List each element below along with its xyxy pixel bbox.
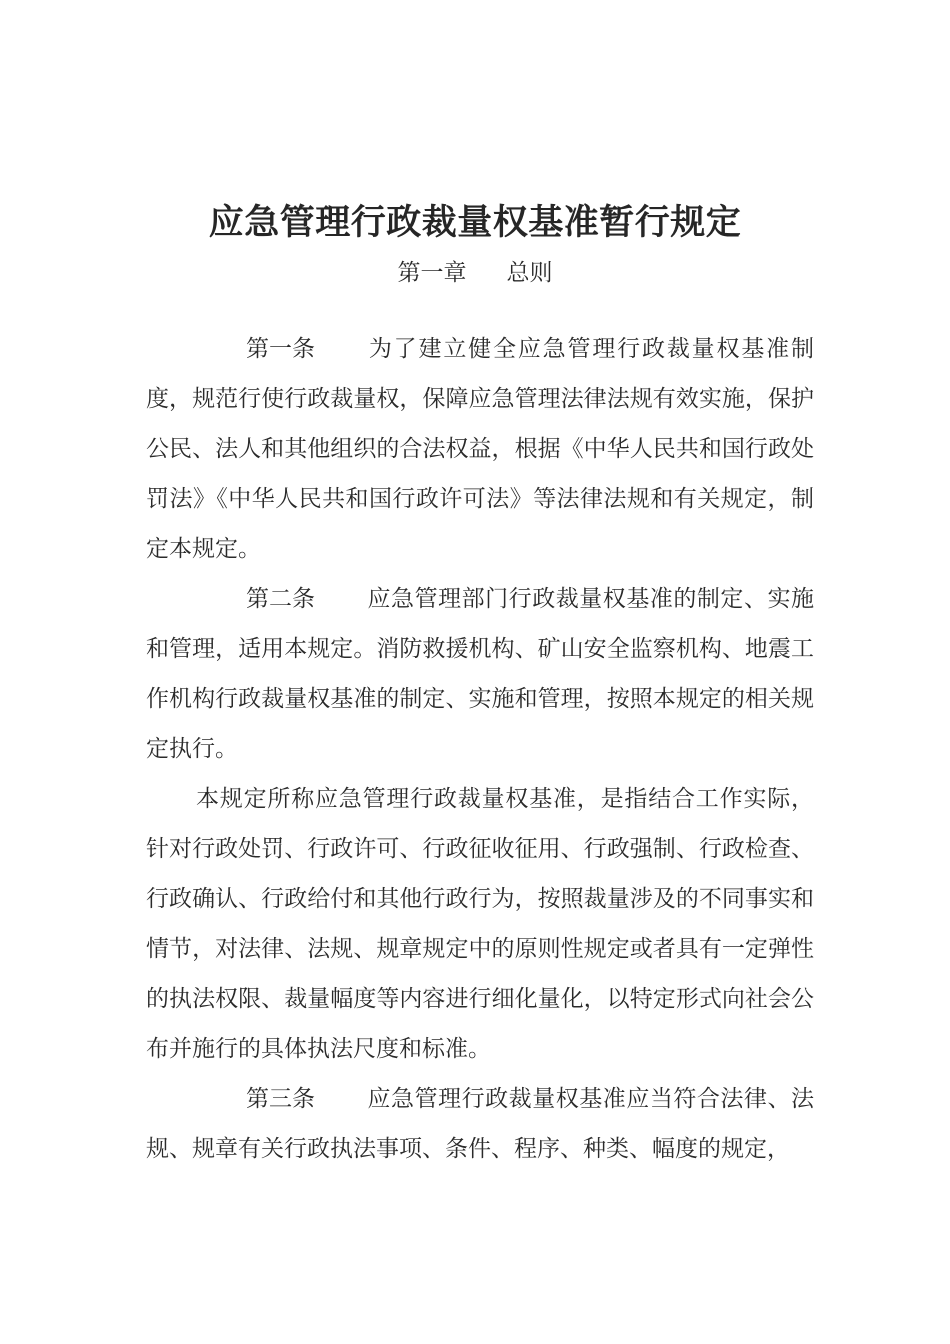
article-2-second-paragraph bbox=[146, 774, 814, 1074]
document-title: 应急管理行政裁量权基准暂行规定 bbox=[208, 203, 742, 244]
article-3-text: 应急管理行政裁量权基准应当符合法律、法规、规章有关行政执法事项、条件、程序、种类、幅度的规定， bbox=[146, 1086, 814, 1162]
article-2-text: 应急管理部门行政裁量权基准的制定、实施和管理，适用本规定。消防救援机构、矿山安全监察机构、地震工作机构行政裁量权基准的制定、实施和管理，按照本规定的相关规定执行。 bbox=[146, 586, 814, 762]
chapter-name: 总则 bbox=[506, 260, 553, 286]
article-3-paragraph bbox=[146, 1074, 814, 1174]
article-3-number: 第三条 bbox=[246, 1086, 315, 1112]
article-1-paragraph bbox=[146, 324, 814, 574]
article-1-text: 为了建立健全应急管理行政裁量权基准制度，规范行使行政裁量权，保障应急管理法律法规有效实施，保护公民、法人和其他组织的合法权益，根据《中华人民共和国行政处罚法》《中华人民共和国行政许可法》等法律法规和有关规定，制定本规定。 bbox=[146, 336, 814, 562]
document-body bbox=[146, 324, 814, 1174]
article-2-number: 第二条 bbox=[246, 586, 315, 612]
article-1-number: 第一条 bbox=[246, 336, 315, 362]
chapter-heading bbox=[0, 255, 950, 291]
article-2-definition-text: 本规定所称应急管理行政裁量权基准，是指结合工作实际，针对行政处罚、行政许可、行政征收征用、行政强制、行政检查、行政确认、行政给付和其他行政行为，按照裁量涉及的不同事实和情节，对法律、法规、规章规定中的原则性规定或者具有一定弹性的执法权限、裁量幅度等内容进行细化量化，以特定形式向社会公布并施行的具体执法尺度和标准。 bbox=[146, 786, 814, 1062]
article-2-paragraph bbox=[146, 574, 814, 774]
chapter-label: 第一章 bbox=[397, 260, 467, 286]
